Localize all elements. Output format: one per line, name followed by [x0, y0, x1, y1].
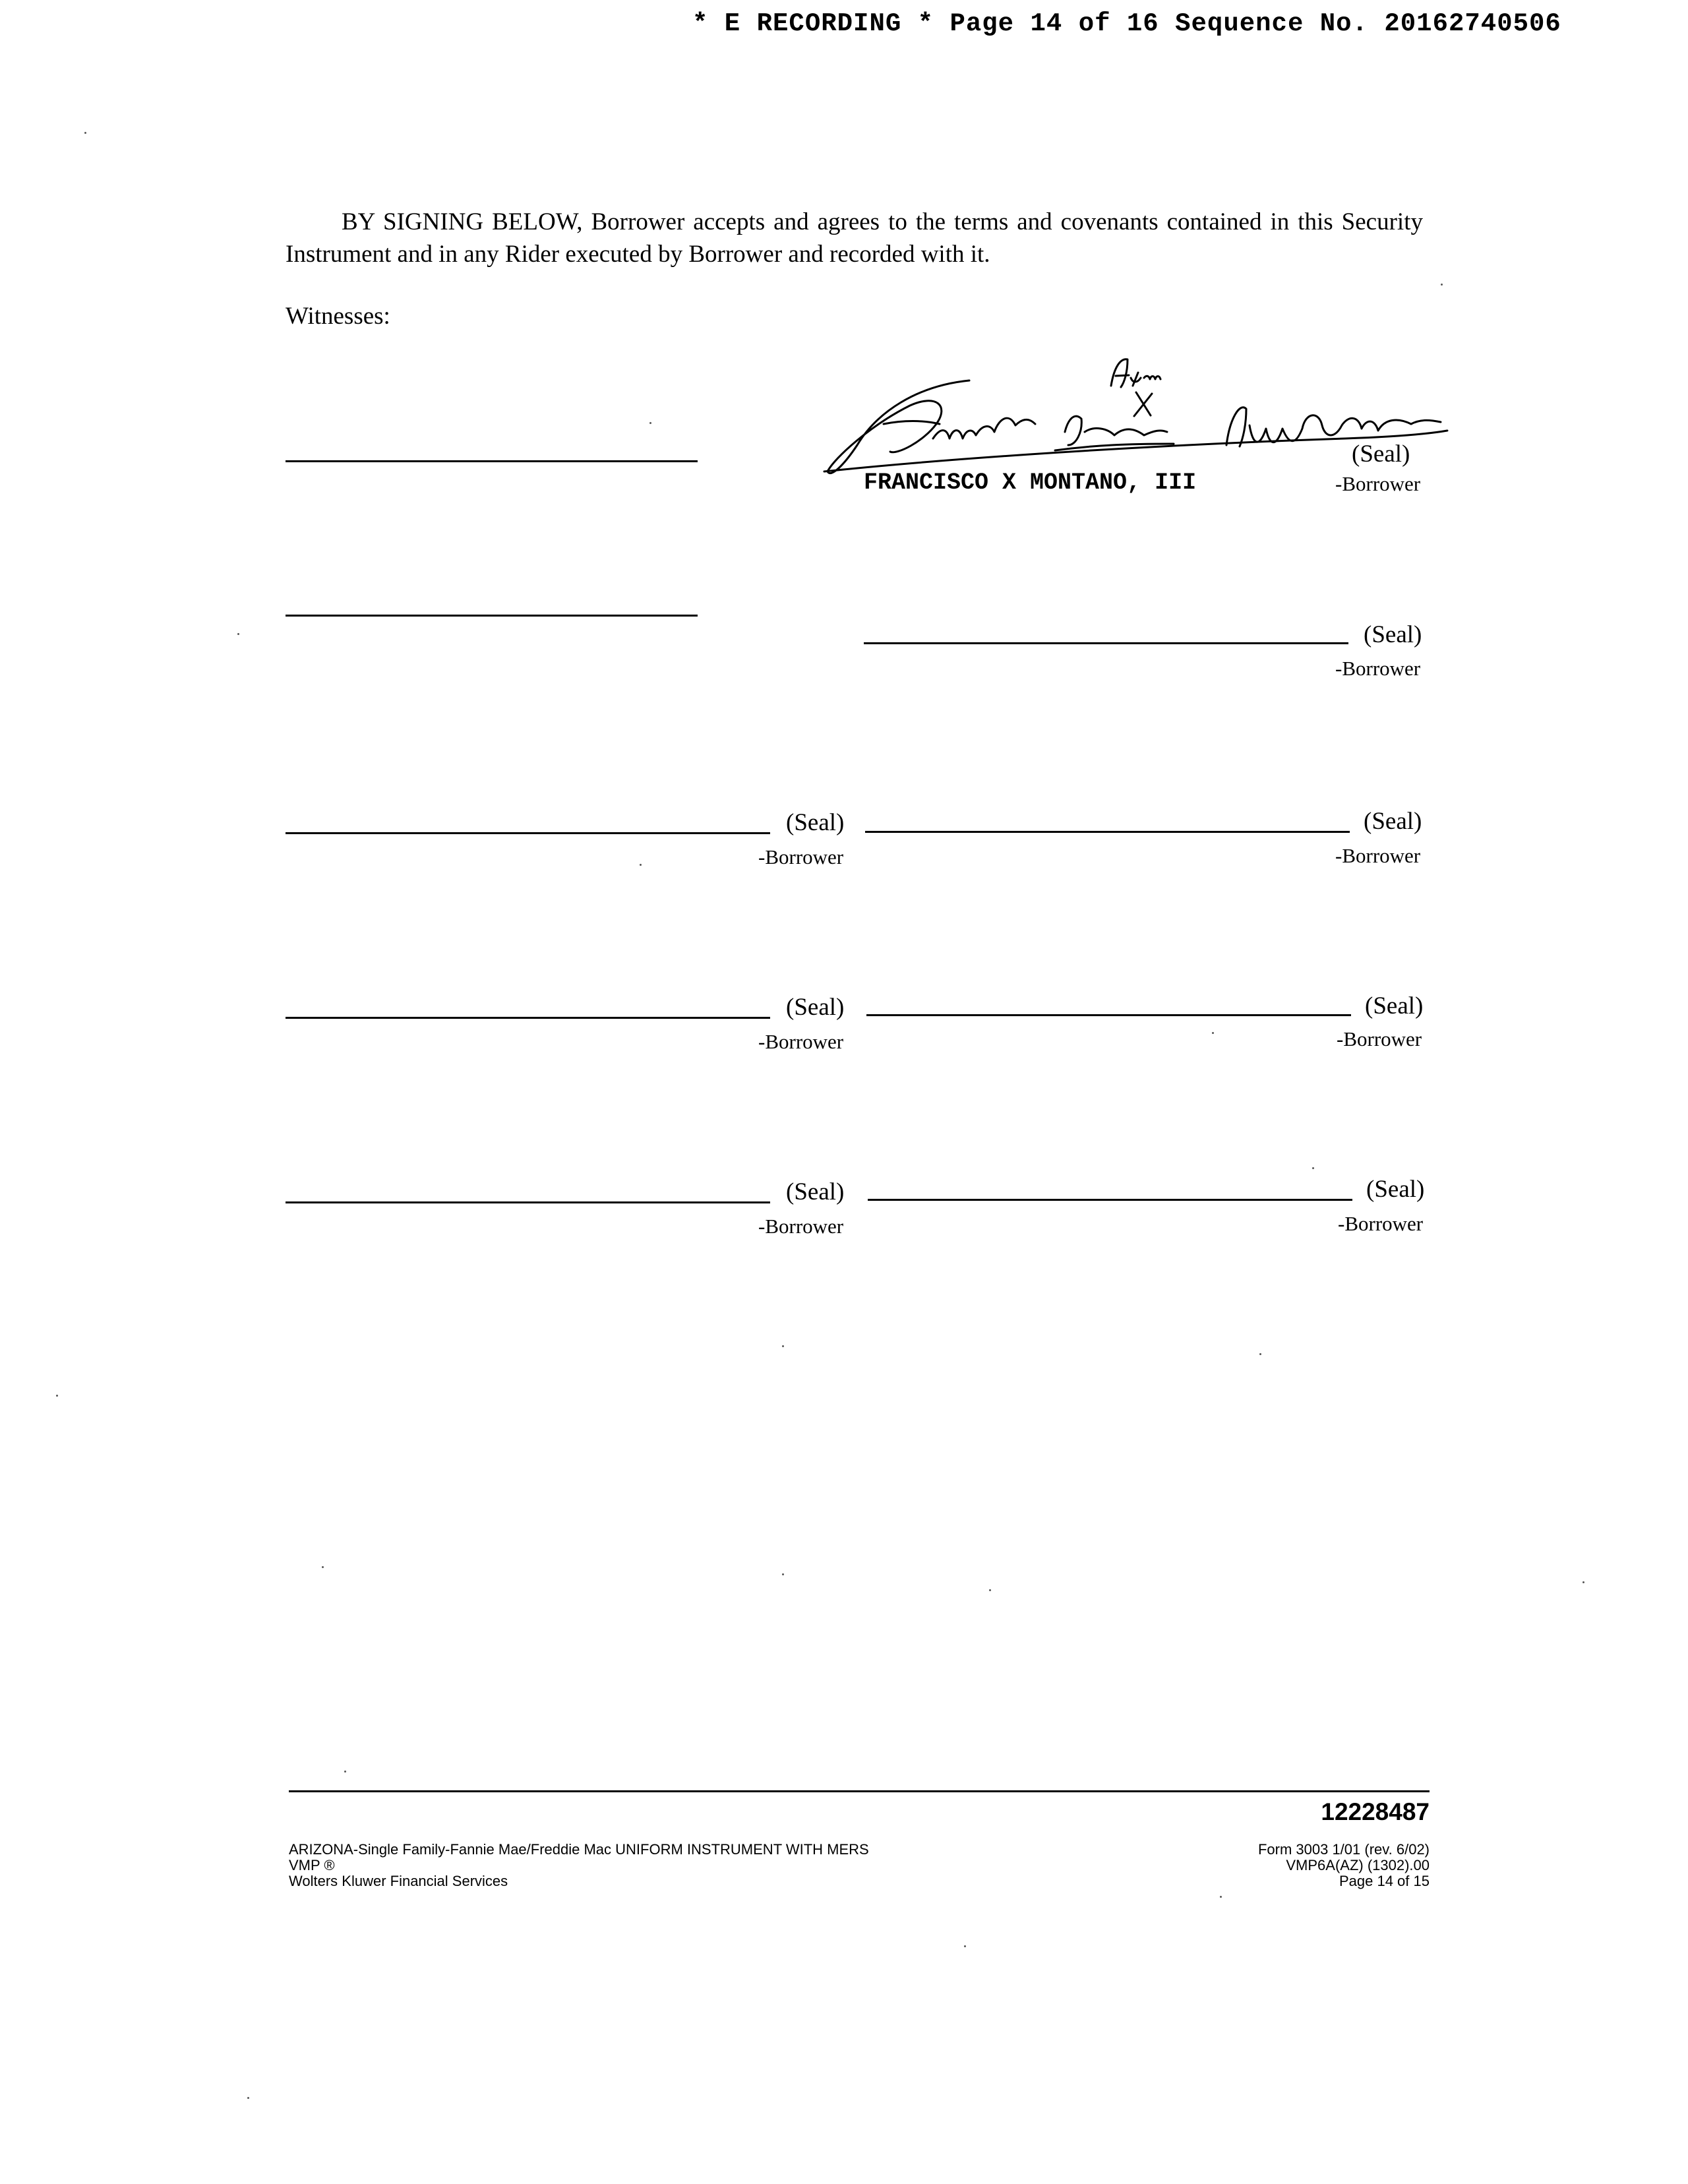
footer-form-number: Form 3003 1/01 (rev. 6/02)	[1257, 1841, 1430, 1858]
scan-speck	[1220, 1896, 1222, 1898]
borrower-label-5: -Borrower	[758, 1030, 844, 1053]
borrower-label-3: -Borrower	[758, 845, 844, 868]
borrower-signature-line-8[interactable]	[868, 1199, 1352, 1201]
borrower-label-4: -Borrower	[1335, 844, 1421, 867]
seal-label-3: (Seal)	[786, 809, 845, 836]
borrower-label-7: -Borrower	[758, 1215, 844, 1238]
footer-page-number: Page 14 of 15	[1339, 1873, 1430, 1889]
borrower-signature	[818, 346, 1451, 485]
seal-label-6: (Seal)	[1365, 992, 1424, 1019]
borrower-signature-line-2[interactable]	[864, 642, 1348, 644]
scan-speck	[989, 1589, 991, 1591]
signing-statement: BY SIGNING BELOW, Borrower accepts and agrees to the terms and covenants contained in this Security Instrument and in any Rider executed by Borrower and recorded with it.	[286, 208, 1423, 268]
scan-speck	[964, 1945, 966, 1947]
scan-speck	[649, 422, 651, 424]
borrower-label-2: -Borrower	[1335, 657, 1421, 680]
loan-number: 12228487	[1321, 1798, 1430, 1825]
scan-speck	[782, 1345, 784, 1347]
scan-speck	[1212, 1032, 1214, 1034]
signature-seal-label: (Seal)	[1352, 440, 1410, 468]
borrower-signature-line-7[interactable]	[286, 1201, 770, 1203]
scan-speck	[1312, 1167, 1314, 1169]
scan-speck	[782, 1573, 784, 1575]
scan-speck	[1582, 1581, 1584, 1583]
seal-label-5: (Seal)	[786, 994, 845, 1021]
witness-line-2[interactable]	[286, 615, 698, 617]
scan-speck	[1441, 284, 1443, 286]
borrower-printed-name: FRANCISCO X MONTANO, III	[864, 470, 1197, 496]
footer-publisher: Wolters Kluwer Financial Services	[289, 1873, 508, 1889]
borrower-signature-line-6[interactable]	[866, 1014, 1351, 1016]
seal-label-8: (Seal)	[1366, 1176, 1425, 1203]
seal-label-2: (Seal)	[1364, 621, 1422, 648]
footer-vmp: VMP ®	[289, 1857, 335, 1873]
footer-rule	[289, 1790, 1430, 1792]
scan-speck	[344, 1771, 346, 1773]
footer-form-info	[1258, 1842, 1430, 1889]
borrower-signature-line-4[interactable]	[865, 831, 1350, 833]
borrower-label-1: -Borrower	[1335, 472, 1421, 495]
scan-speck	[322, 1566, 324, 1568]
footer-form-title: ARIZONA-Single Family-Fannie Mae/Freddie Mac UNIFORM INSTRUMENT WITH MERS	[289, 1841, 869, 1858]
scan-speck	[640, 864, 642, 866]
footer-form-description	[289, 1842, 869, 1889]
witness-line-1[interactable]	[286, 460, 698, 462]
seal-label-7: (Seal)	[786, 1178, 845, 1205]
borrower-label-8: -Borrower	[1338, 1212, 1424, 1235]
scan-speck	[56, 1395, 58, 1397]
scan-speck	[237, 633, 239, 635]
witnesses-label: Witnesses:	[286, 303, 390, 330]
scan-speck	[247, 2097, 249, 2099]
borrower-label-6: -Borrower	[1337, 1027, 1422, 1050]
scan-speck	[84, 132, 86, 134]
borrower-signature-line-5[interactable]	[286, 1017, 770, 1019]
e-recording-header: * E RECORDING * Page 14 of 16 Sequence No. 20162740506	[692, 9, 1561, 38]
seal-label-4: (Seal)	[1364, 808, 1422, 835]
scan-speck	[1259, 1353, 1261, 1355]
footer-vmp-code: VMP6A(AZ) (1302).00	[1286, 1857, 1430, 1873]
borrower-signature-line-3[interactable]	[286, 832, 770, 834]
